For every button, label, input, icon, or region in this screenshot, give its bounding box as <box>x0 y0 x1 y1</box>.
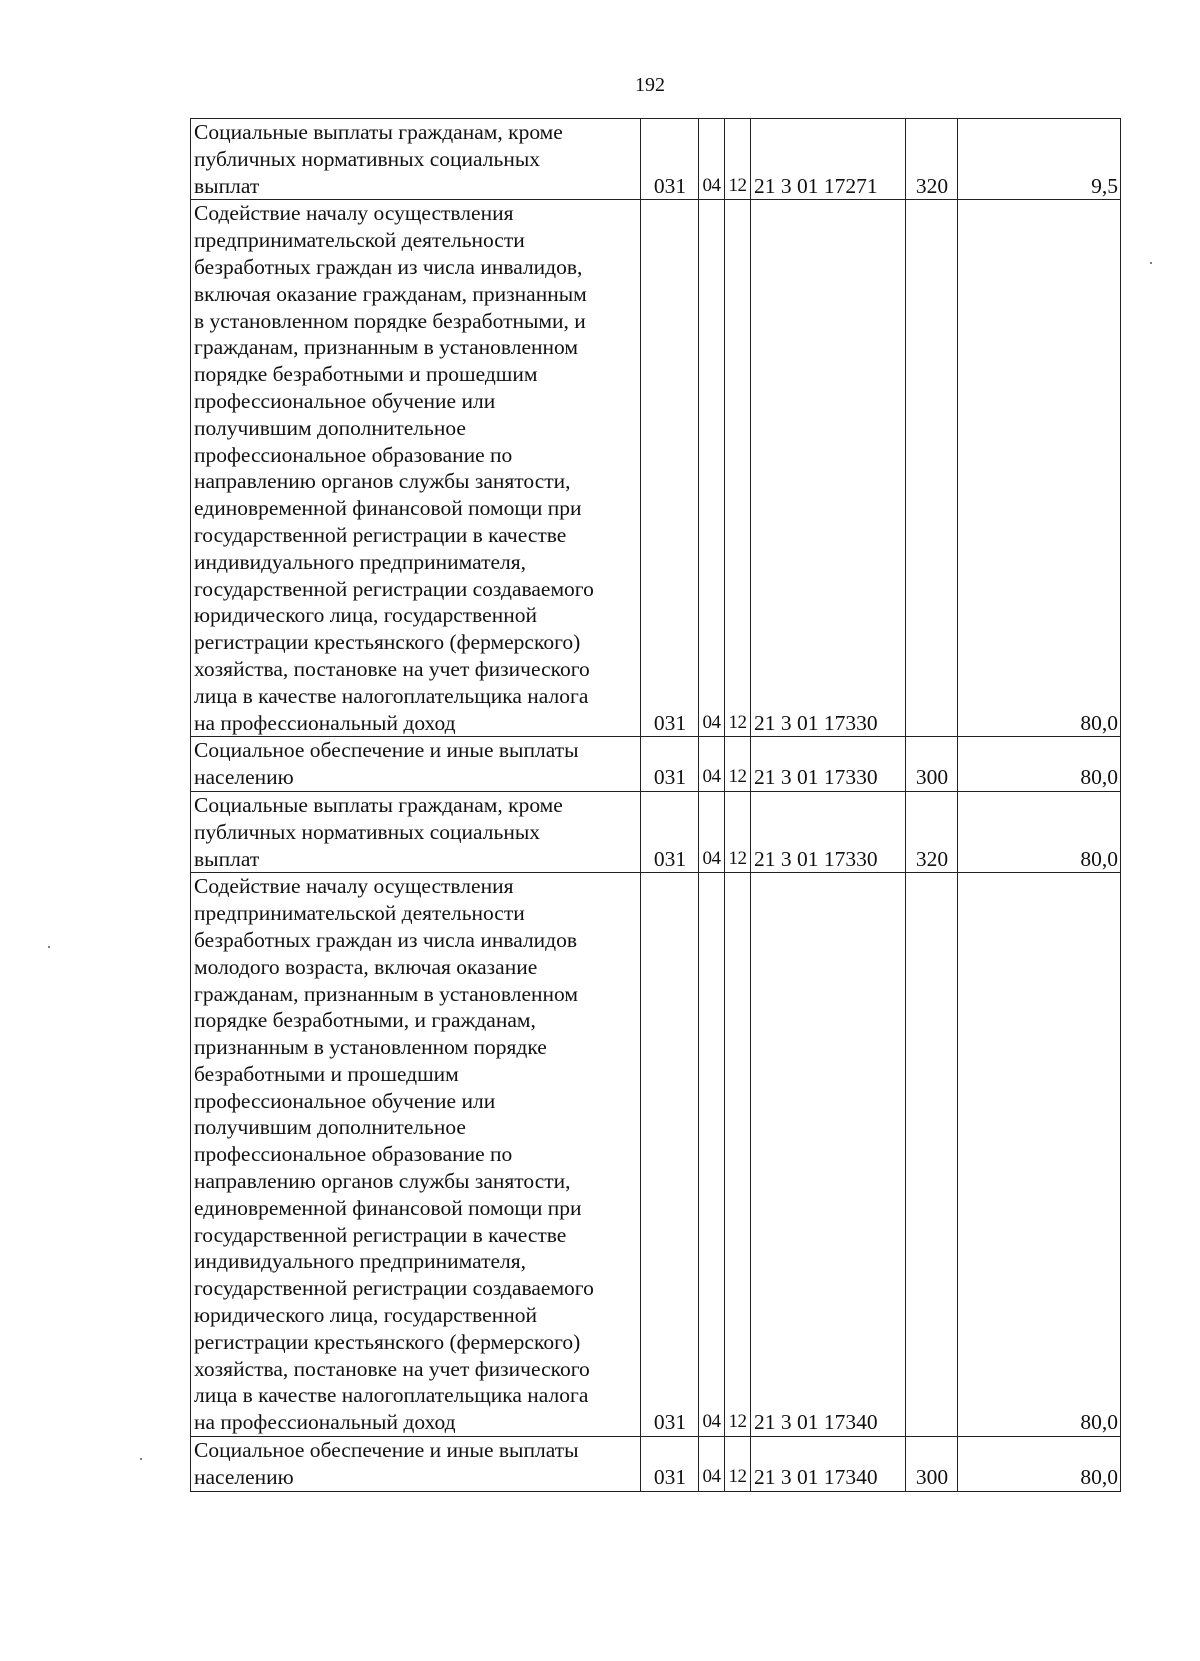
section-code-cell: 04 <box>699 119 725 200</box>
item-name-line: профессиональное обучение или <box>194 1088 496 1113</box>
item-name-line: признанным в установленном порядке <box>194 1035 547 1060</box>
admin-code-cell: 031 <box>641 1437 699 1492</box>
table-row <box>191 873 1121 1437</box>
table-row <box>191 119 1121 200</box>
target-article-cell: 21 3 01 17330 <box>751 737 906 792</box>
item-name-line: профессиональное обучение или <box>194 388 496 413</box>
table-row <box>191 791 1121 872</box>
amount-cell: 80,0 <box>958 791 1121 872</box>
item-name-line: Содействие началу осуществления <box>194 201 514 226</box>
item-name-line: Социальные выплаты гражданам, кроме <box>194 120 563 144</box>
table-row <box>191 200 1121 737</box>
table-row <box>191 1437 1121 1492</box>
item-name-line: регистрации крестьянского (фермерского) <box>194 630 581 655</box>
table-row <box>191 737 1121 792</box>
expense-type-cell <box>906 200 958 737</box>
subsection-code-cell: 12 <box>725 791 751 872</box>
item-name-line: государственной регистрации создаваемого <box>194 576 594 601</box>
budget-table <box>190 118 1121 1492</box>
section-code-cell: 04 <box>699 200 725 737</box>
item-name-line: государственной регистрации создаваемого <box>194 1276 594 1301</box>
subsection-code-cell: 12 <box>725 873 751 1437</box>
item-name-line: лица в качестве налогоплательщика налога <box>194 1383 589 1408</box>
item-name-line: хозяйства, постановке на учет физического <box>194 1356 590 1381</box>
item-name-line: включая оказание гражданам, признанным <box>194 281 587 306</box>
scan-speck <box>1150 262 1152 264</box>
expense-type-cell <box>906 873 958 1437</box>
item-name-line: лица в качестве налогоплательщика налога <box>194 683 589 708</box>
item-name-line: регистрации крестьянского (фермерского) <box>194 1329 581 1354</box>
item-name-cell <box>191 1437 641 1492</box>
section-code-cell: 04 <box>699 791 725 872</box>
item-name-line: профессиональное образование по <box>194 1142 513 1167</box>
expense-type-cell: 320 <box>906 791 958 872</box>
item-name-cell <box>191 737 641 792</box>
item-name-line: населению <box>194 1464 294 1489</box>
item-name-line: юридического лица, государственной <box>194 603 537 628</box>
expense-type-cell: 320 <box>906 119 958 200</box>
admin-code-cell: 031 <box>641 200 699 737</box>
item-name-line: безработными и прошедшим <box>194 1061 459 1086</box>
section-code-cell: 04 <box>699 737 725 792</box>
admin-code-cell: 031 <box>641 119 699 200</box>
expense-type-cell: 300 <box>906 1437 958 1492</box>
item-name-line: предпринимательской деятельности <box>194 901 525 926</box>
page-number: 192 <box>635 74 665 96</box>
item-name-line: предпринимательской деятельности <box>194 228 525 253</box>
target-article-cell: 21 3 01 17271 <box>751 119 906 200</box>
section-code-cell: 04 <box>699 873 725 1437</box>
subsection-code-cell: 12 <box>725 1437 751 1492</box>
item-name-line: получившим дополнительное <box>194 415 466 440</box>
item-name-line: на профессиональный доход <box>194 1410 456 1435</box>
item-name-line: безработных граждан из числа инвалидов <box>194 927 578 952</box>
item-name-line: направлению органов службы занятости, <box>194 469 571 494</box>
item-name-line: профессиональное образование по <box>194 442 513 467</box>
item-name-line: Социальное обеспечение и иные выплаты <box>194 738 579 763</box>
amount-cell: 80,0 <box>958 1437 1121 1492</box>
admin-code-cell: 031 <box>641 791 699 872</box>
item-name-line: индивидуального предпринимателя, <box>194 1249 527 1274</box>
item-name-line: юридического лица, государственной <box>194 1303 537 1328</box>
item-name-cell <box>191 119 641 200</box>
subsection-code-cell: 12 <box>725 200 751 737</box>
expense-type-cell: 300 <box>906 737 958 792</box>
target-article-cell: 21 3 01 17340 <box>751 1437 906 1492</box>
item-name-line: хозяйства, постановке на учет физического <box>194 656 590 681</box>
budget-table-body <box>191 119 1121 1492</box>
item-name-line: направлению органов службы занятости, <box>194 1169 571 1194</box>
item-name-line: гражданам, признанным в установленном <box>194 335 578 360</box>
amount-cell: 80,0 <box>958 873 1121 1437</box>
page-number-wrap <box>0 74 1200 97</box>
subsection-code-cell: 12 <box>725 119 751 200</box>
item-name-line: населению <box>194 765 294 790</box>
subsection-code-cell: 12 <box>725 737 751 792</box>
amount-cell: 80,0 <box>958 200 1121 737</box>
section-code-cell: 04 <box>699 1437 725 1492</box>
amount-cell: 80,0 <box>958 737 1121 792</box>
target-article-cell: 21 3 01 17340 <box>751 873 906 1437</box>
admin-code-cell: 031 <box>641 737 699 792</box>
item-name-line: порядке безработными, и гражданам, <box>194 1008 536 1033</box>
item-name-line: гражданам, признанным в установленном <box>194 981 578 1006</box>
item-name-line: единовременной финансовой помощи при <box>194 496 582 521</box>
item-name-line: Социальные выплаты гражданам, кроме <box>194 792 563 817</box>
amount-cell: 9,5 <box>958 119 1121 200</box>
item-name-line: на профессиональный доход <box>194 710 456 735</box>
item-name-cell <box>191 791 641 872</box>
item-name-line: выплат <box>194 173 260 198</box>
item-name-line: Социальное обеспечение и иные выплаты <box>194 1438 579 1463</box>
scan-speck <box>140 1458 142 1460</box>
target-article-cell: 21 3 01 17330 <box>751 791 906 872</box>
item-name-line: Содействие началу осуществления <box>194 874 514 899</box>
scan-speck <box>48 946 50 948</box>
item-name-cell <box>191 200 641 737</box>
target-article-cell: 21 3 01 17330 <box>751 200 906 737</box>
item-name-line: публичных нормативных социальных <box>194 146 541 171</box>
item-name-line: в установленном порядке безработными, и <box>194 308 586 333</box>
item-name-line: единовременной финансовой помощи при <box>194 1195 582 1220</box>
item-name-line: порядке безработными и прошедшим <box>194 362 538 387</box>
admin-code-cell: 031 <box>641 873 699 1437</box>
item-name-line: публичных нормативных социальных <box>194 819 541 844</box>
item-name-line: молодого возраста, включая оказание <box>194 954 538 979</box>
item-name-line: получившим дополнительное <box>194 1115 466 1140</box>
item-name-cell <box>191 873 641 1437</box>
item-name-line: государственной регистрации в качестве <box>194 1222 567 1247</box>
item-name-line: государственной регистрации в качестве <box>194 522 567 547</box>
item-name-line: выплат <box>194 846 260 871</box>
item-name-line: безработных граждан из числа инвалидов, <box>194 254 583 279</box>
item-name-line: индивидуального предпринимателя, <box>194 549 527 574</box>
